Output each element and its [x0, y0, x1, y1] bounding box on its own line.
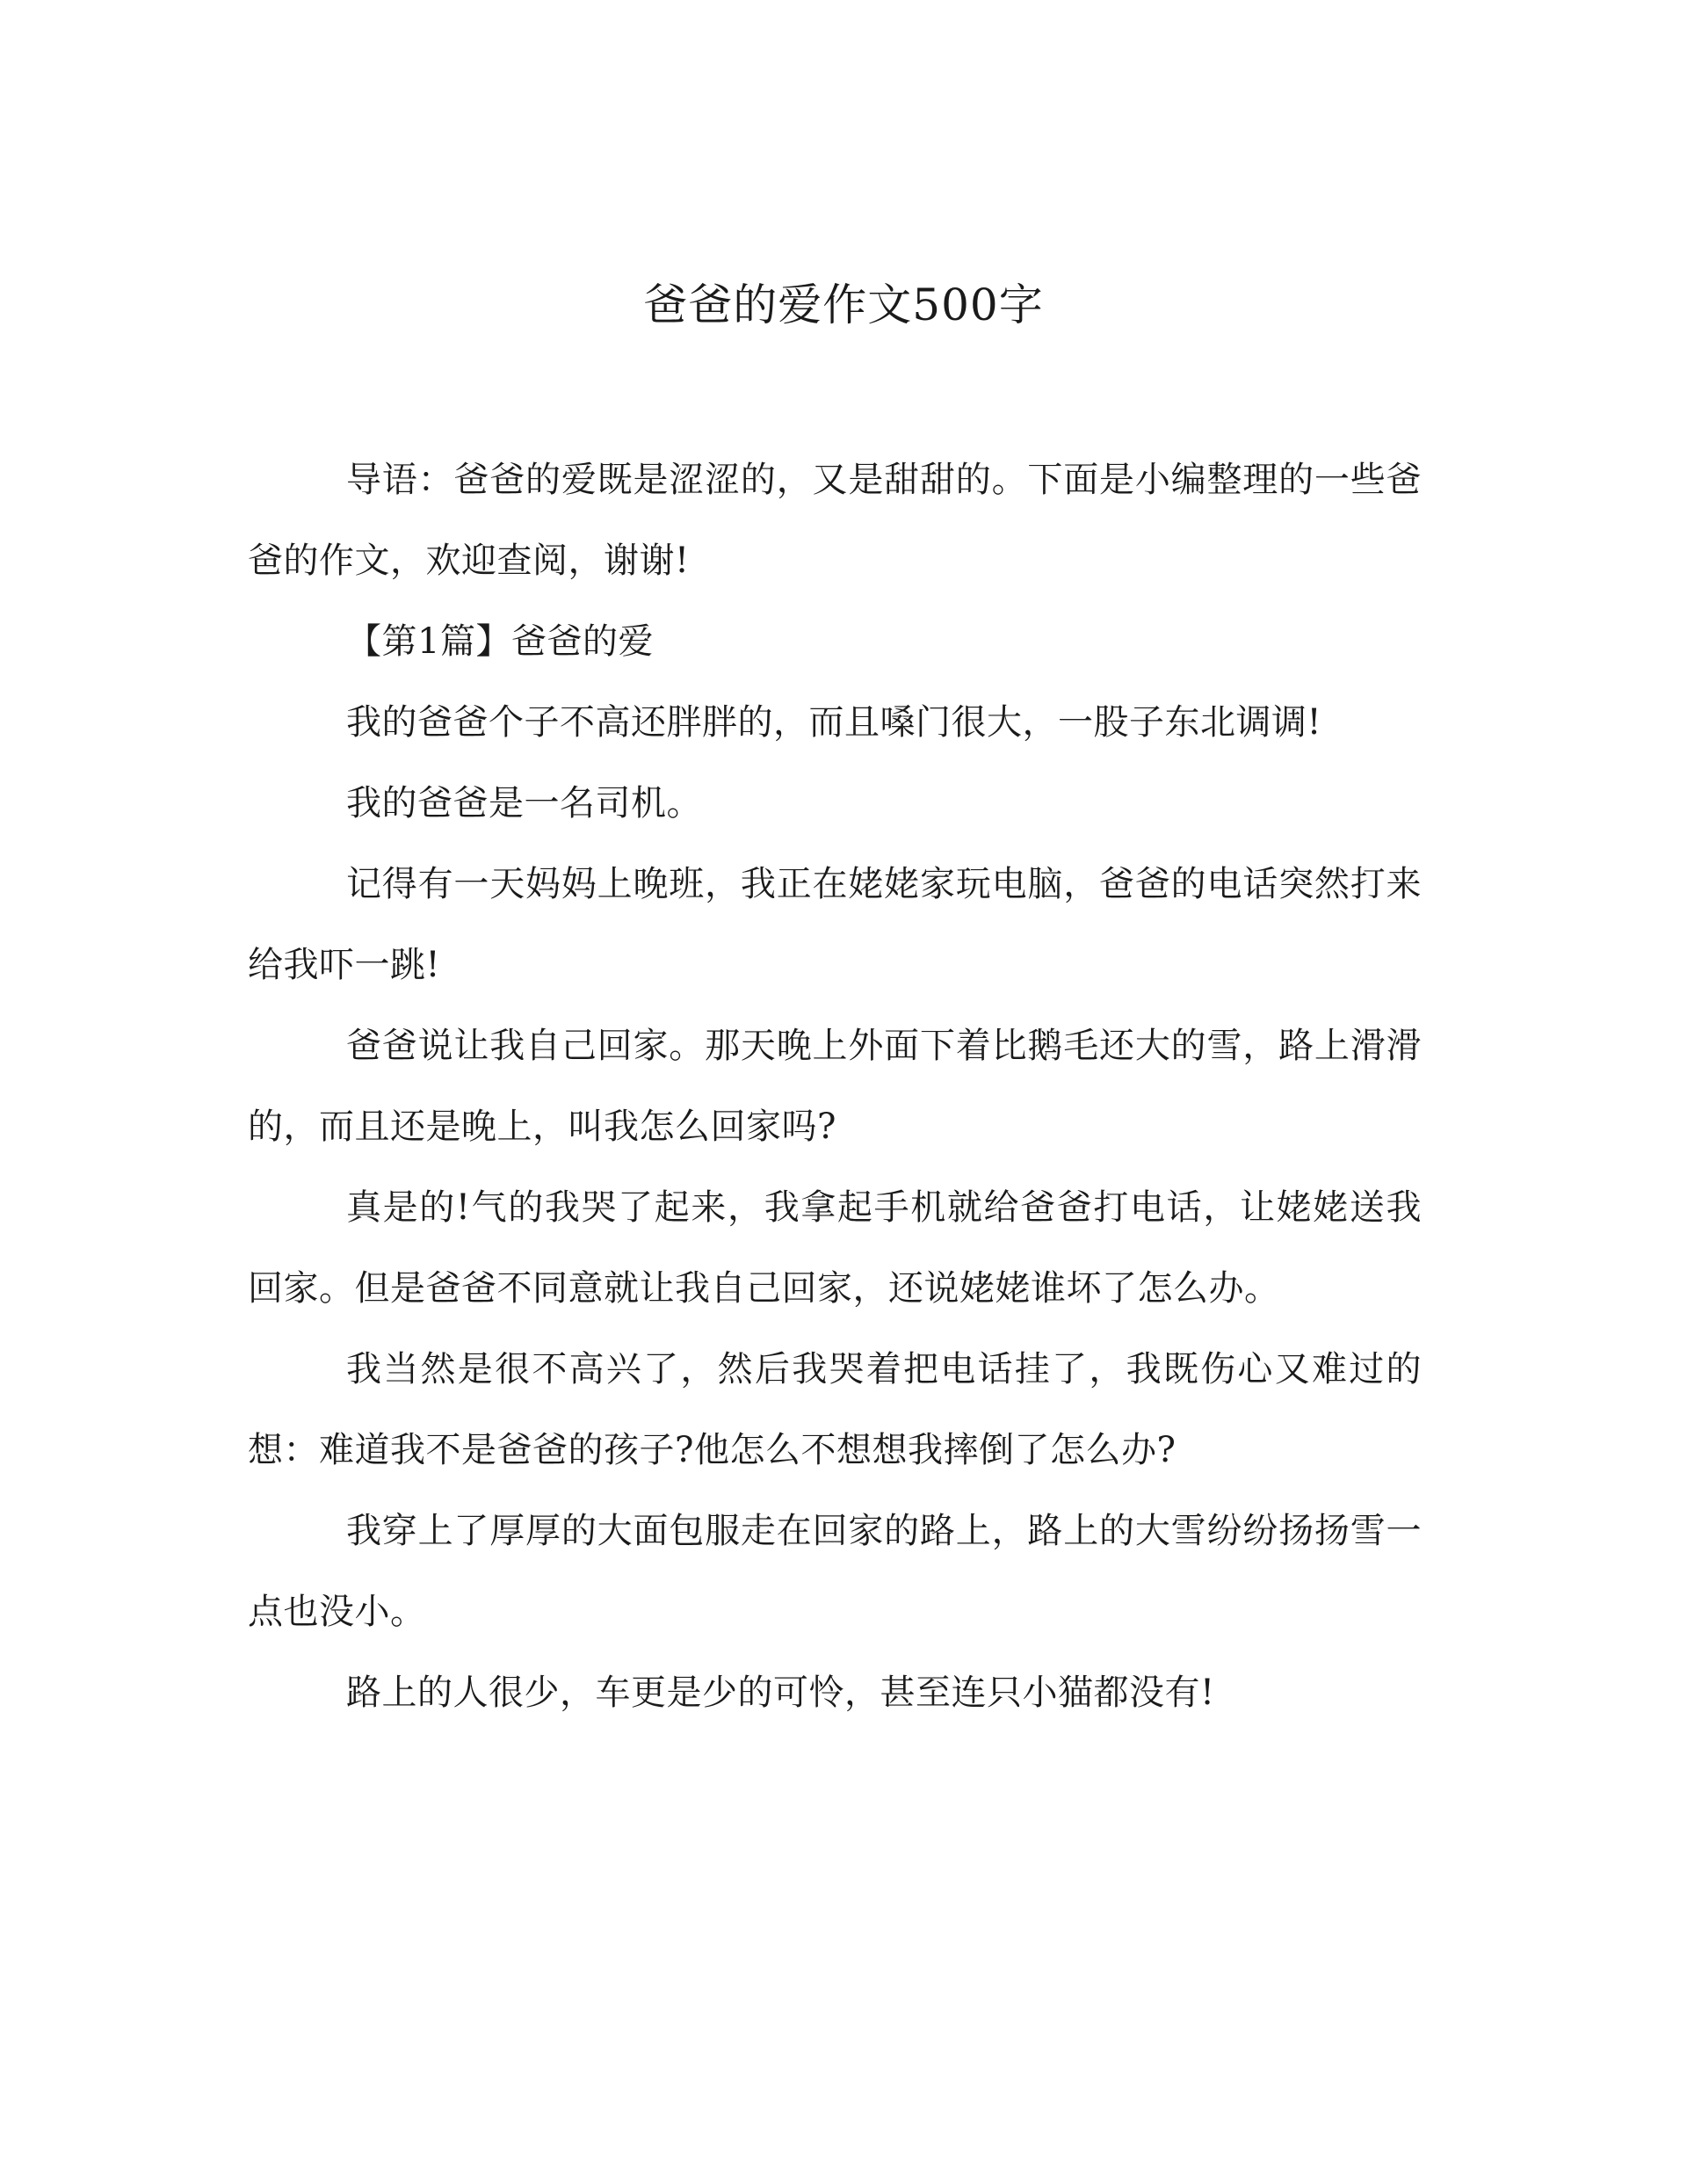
body-paragraph: 路上的人很少，车更是少的可怜，甚至连只小猫都没有!: [346, 1672, 1215, 1713]
body-paragraph: 我穿上了厚厚的大面包服走在回家的路上，路上的大雪纷纷扬扬雪一点也没小。: [248, 1511, 1422, 1632]
body-paragraph: 记得有一天妈妈上晚班，我正在姥姥家玩电脑，爸爸的电话突然打来给我吓一跳!: [248, 864, 1422, 985]
document-title: 爸爸的爱作文500字: [643, 279, 1044, 330]
body-paragraph: 我的爸爸个子不高还胖胖的，而且嗓门很大，一股子东北调调!: [346, 702, 1322, 743]
intro-paragraph: 导语：爸爸的爱既是涩涩的，又是甜甜的。下面是小编整理的一些爸爸的作文，欢迎查阅，谢谢!: [248, 460, 1422, 581]
body-paragraph: 真是的!气的我哭了起来，我拿起手机就给爸爸打电话，让姥姥送我回家。但是爸爸不同意就让我自己回家，还说姥姥谁坏了怎么办。: [248, 1187, 1422, 1309]
section-heading: 【第1篇】爸爸的爱: [346, 621, 654, 662]
body-paragraph: 我当然是很不高兴了，然后我哭着把电话挂了，我既伤心又难过的想：难道我不是爸爸的孩子?他怎么不想想我摔倒了怎么办?: [248, 1349, 1422, 1470]
body-paragraph: 爸爸说让我自己回家。那天晚上外面下着比鹅毛还大的雪，路上滑滑的，而且还是晚上，叫我怎么回家吗?: [248, 1026, 1422, 1147]
document-body: [248, 439, 1422, 1733]
body-paragraph: 我的爸爸是一名司机。: [346, 783, 702, 824]
